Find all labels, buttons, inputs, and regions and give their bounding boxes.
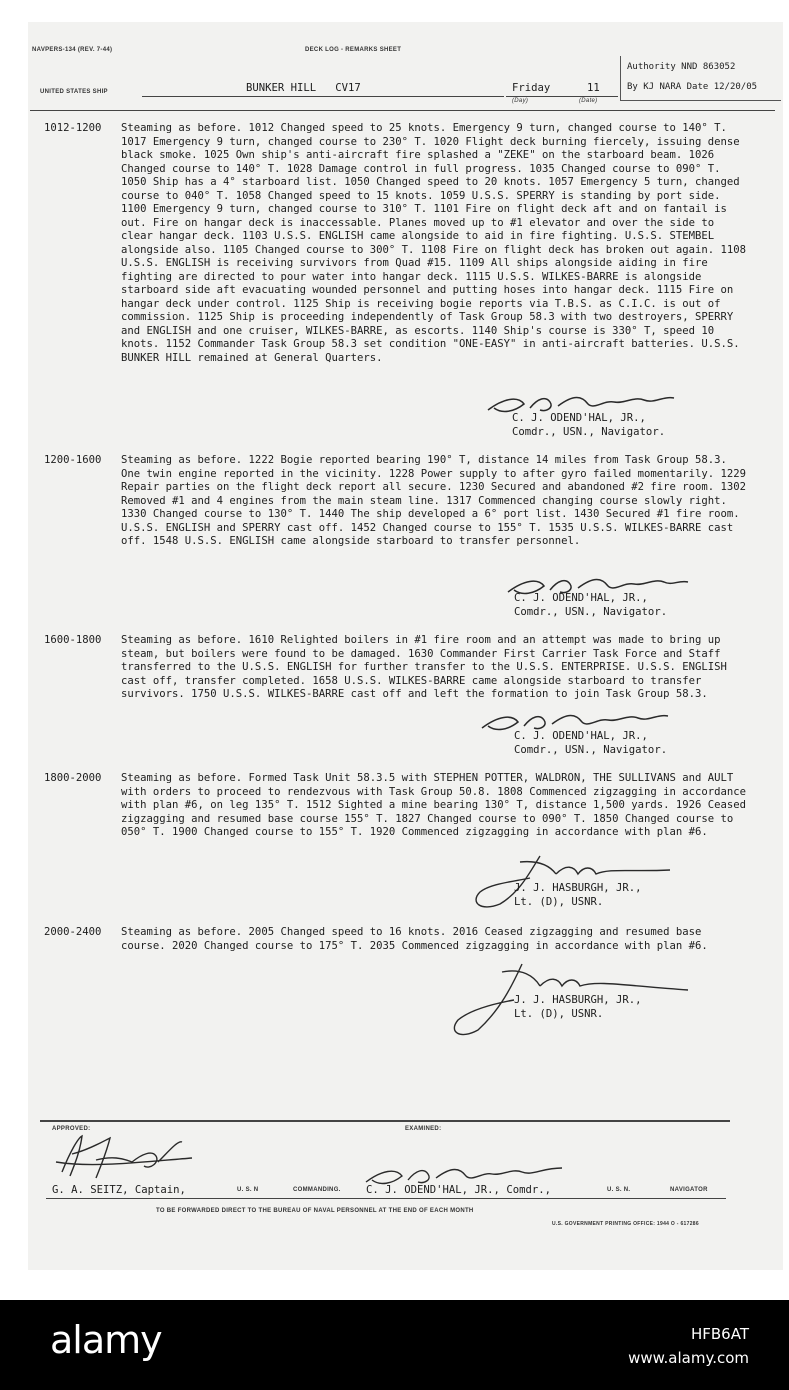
authority-line: Authority NND 863052 (627, 62, 736, 72)
date-caption: (Date) (579, 98, 598, 104)
declassification-stamp (620, 56, 781, 101)
entry-text: Steaming as before. 1610 Relighted boilers in #1 fire room and an attempt was made to bring up steam, but boilers were found to be damaged. 1630 Commander First Carrier Task Force and Staff transferred to the U.S.S. ENGLISH for further transfer to the U.S.S. ENTERPRISE. U.S.S. ENGLISH cast off, transfer completed. 1658 U.S.S. WILKES-BARRE came alongside starboard to transfer survivors. 1750 U.S.S. WILKES-BARRE cast off and left the formation to join Task Group 58.3. (121, 634, 727, 700)
signature-seitz (52, 1132, 202, 1184)
header-rule (30, 110, 775, 111)
printing-office: U.S. GOVERNMENT PRINTING OFFICE: 1944 O - 617286 (552, 1221, 699, 1227)
date-underline (506, 96, 618, 97)
entry-time: 1012-1200 (44, 122, 102, 134)
by-line: By KJ NARA Date 12/20/05 (627, 82, 758, 92)
signature-title: Comdr., USN., Navigator. (512, 426, 666, 438)
entry-text: Steaming as before. 1222 Bogie reported bearing 190° T, distance 14 miles from Task Group 58.3. One twin engine reported in the vicinity. 1228 Power supply to after gyro failed momentarily. 1229 Repair parties on the flight deck report all secure. 1230 Secured and abandoned #2 fire room. 1302 Removed #1 and 4 engines from the main steam line. 1317 Commenced changing course slowly right. 1330 Changed course to 130° T. 1440 The ship developed a 6° port list. 1430 Secured #1 fire room. U.S.S. ENGLISH and SPERRY cast off. 1452 Changed course to 155° T. 1535 U.S.S. WILKES-BARRE cast off. 1548 U.S.S. ENGLISH came alongside starboard to transfer personnel. (121, 454, 747, 547)
entry-time: 2000-2400 (44, 926, 102, 938)
approved-label: APPROVED: (52, 1126, 91, 1132)
signature-title: Lt. (D), USNR. (514, 896, 604, 908)
signature-title: Comdr., USN., Navigator. (514, 606, 668, 618)
ship-label: UNITED STATES SHIP (40, 89, 108, 95)
forward-note: TO BE FORWARDED DIRECT TO THE BUREAU OF NAVAL PERSONNEL AT THE END OF EACH MONTH (156, 1208, 474, 1214)
signature-title: Lt. (D), USNR. (514, 1008, 604, 1020)
day-caption: (Day) (512, 98, 529, 104)
entry-text: Steaming as before. Formed Task Unit 58.3.5 with STEPHEN POTTER, WALDRON, THE SULLIVANS and AULT with orders to proceed to rendezvous with Task Group 50.8. 1808 Commenced zigzagging in accordance with plan #6, on leg 135° T. 1512 Sighted a mine bearing 130° T, distance 1,500 yards. 1926 Ceased zigzagging and resumed base course 155° T. 1827 Changed course to 090° T. 1850 Changed course to 050° T. 1900 Changed course to 155° T. 1920 Commenced zigzagging in accordance with plan #6. (121, 772, 747, 838)
alamy-image-info (628, 1322, 749, 1370)
footer-rule-bottom (46, 1198, 726, 1199)
entry-time: 1200-1600 (44, 454, 102, 466)
day-value: Friday (512, 82, 551, 94)
alamy-logo: alamy (50, 1318, 162, 1362)
navigator-label: NAVIGATOR (670, 1187, 708, 1193)
footer-rule-top (40, 1120, 730, 1122)
entry-time: 1600-1800 (44, 634, 102, 646)
image-id: HFB6AT (690, 1325, 749, 1343)
form-title: DECK LOG - REMARKS SHEET (305, 47, 402, 53)
form-code: NAVPERS-134 (REV. 7-44) (32, 47, 113, 53)
signature-name: C. J. ODEND'HAL, JR., (514, 730, 648, 742)
entry-time: 1800-2000 (44, 772, 102, 784)
date-value: 11 (587, 82, 600, 94)
navigator-name: C. J. ODEND'HAL, JR., Comdr., (366, 1184, 551, 1196)
usn-captain: U. S. N (237, 1187, 259, 1193)
examined-label: EXAMINED: (405, 1126, 442, 1132)
captain-name: G. A. SEITZ, Captain, (52, 1184, 186, 1196)
entry-text: Steaming as before. 1012 Changed speed to 25 knots. Emergency 9 turn, changed course to 140° T. 1017 Emergency 9 turn, changed course to 230° T. 1020 Flight deck burning fiercely, issuing dense black smoke. 1025 Own ship's anti-aircraft fire splashed a "ZEKE" on the starboard beam. 1026 Changed course to 140° T. 1028 Damage control in full progress. 1035 Changed course to 090° T. 1050 Ship has a 4° starboard list. 1050 Changed speed to 20 knots. 1057 Emergency 5 turn, changed course to 040° T. 1058 Changed speed to 15 knots. 1059 U.S.S. SPERRY is standing by port side. 1100 Emergency 9 turn, changed course to 310° T. 1101 Fire on flight deck aft and on fantail is out. Fire on hangar deck is inaccessable. Planes moved up to #1 elevator and over the side to clear hangar deck. 1103 U.S.S. ENGLISH came alongside to aid in fire fighting. U.S.S. STEMBEL alongside also. 1105 Changed course to 300° T. 1108 Fire on flight deck has broken out again. 1108 U.S.S. ENGLISH is receiving survivors from Quad #15. 1109 All ships alongside aiding in fire fighting are directed to pour water into hangar deck. 1115 U.S.S. WILKES-BARRE is alongside starboard side aft evacuating wounded personnel and putting hoses into hangar deck. 1115 Fire on hangar deck under control. 1125 Ship is receiving bogie reports via T.B.S. as C.I.C. is out of commission. 1125 Ship is proceeding independently of Task Group 58.3 with two destroyers, SPERRY and ENGLISH and one cruiser, WILKES-BARRE, as escorts. 1140 Ship's course is 330° T, speed 10 knots. 1152 Commander Task Group 58.3 set condition "ONE-EASY" in anti-aircraft batteries. U.S.S. BUNKER HILL remained at General Quarters. (121, 122, 747, 364)
signature-name: J. J. HASBURGH, JR., (514, 882, 642, 894)
ship-underline (142, 96, 504, 97)
entry-text: Steaming as before. 2005 Changed speed to 16 knots. 2016 Ceased zigzagging and resumed base course. 2020 Changed course to 175° T. 2035 Commenced zigzagging in accordance with plan #6. (121, 926, 708, 952)
site-url: www.alamy.com (628, 1349, 749, 1367)
ship-name: BUNKER HILL CV17 (246, 82, 361, 94)
commanding-label: COMMANDING. (293, 1187, 341, 1193)
signature-name: J. J. HASBURGH, JR., (514, 994, 642, 1006)
usn-navigator: U. S. N. (607, 1187, 631, 1193)
signature-name: C. J. ODEND'HAL, JR., (514, 592, 648, 604)
signature-title: Comdr., USN., Navigator. (514, 744, 668, 756)
signature-name: C. J. ODEND'HAL, JR., (512, 412, 646, 424)
